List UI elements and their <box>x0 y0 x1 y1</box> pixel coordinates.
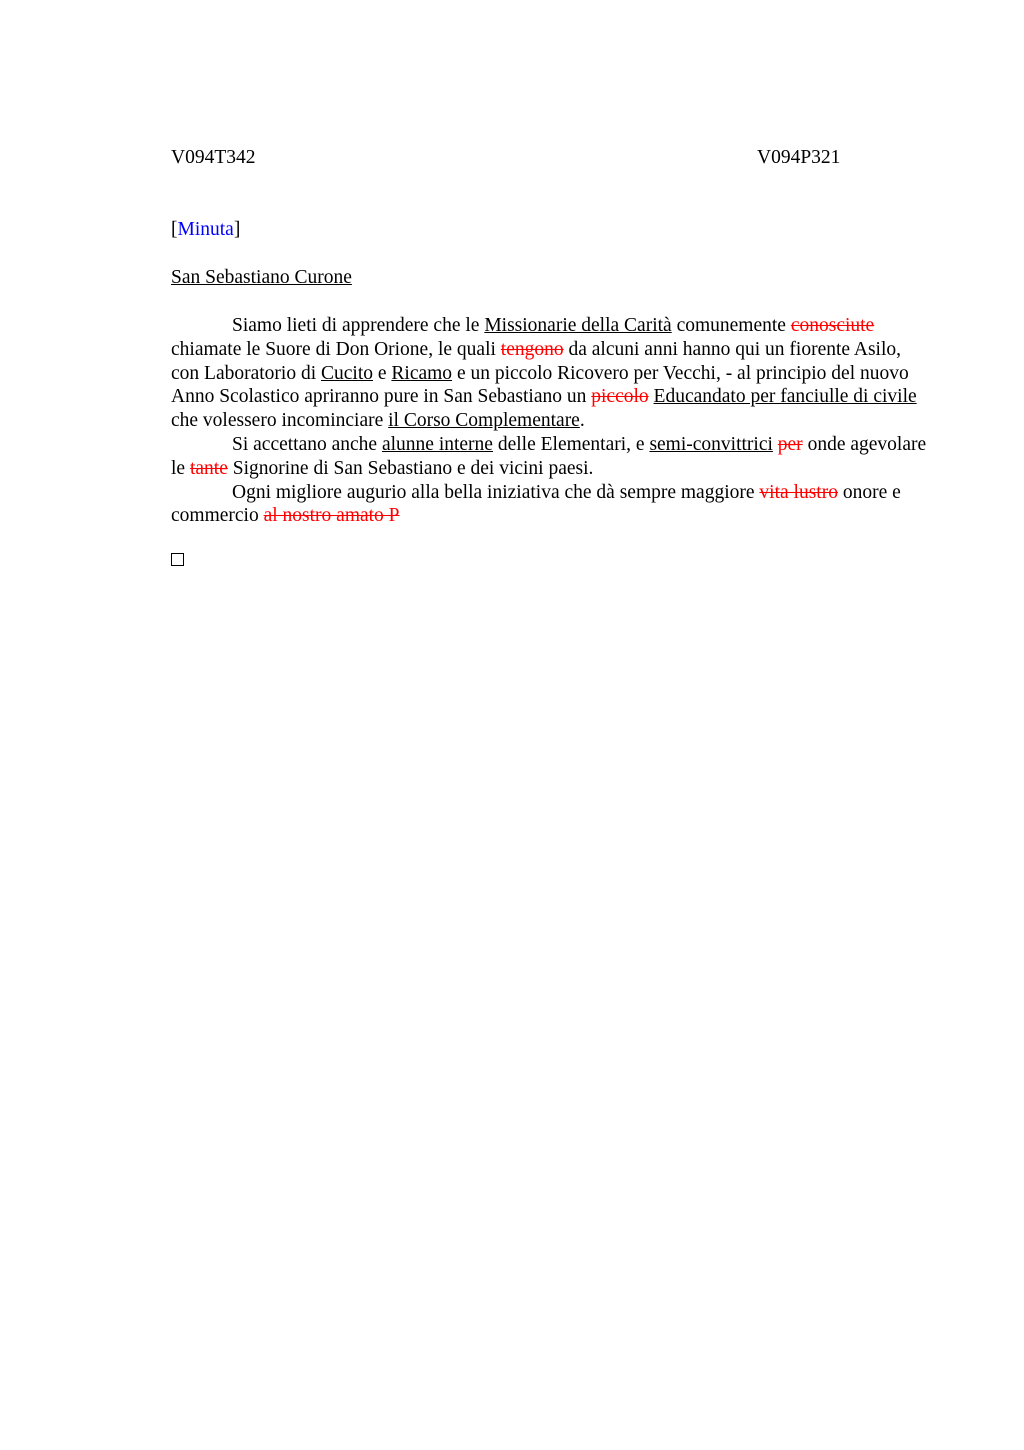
text-run: e <box>373 362 392 384</box>
underlined-text: Missionarie della Carità <box>484 315 672 336</box>
minuta-text: Minuta <box>177 219 234 240</box>
text-run: onore e commercio <box>171 481 901 527</box>
underlined-text: semi-convittrici <box>649 433 773 455</box>
document-code-left: V094T342 <box>171 147 256 168</box>
document-header <box>171 146 931 170</box>
text-run: che volessero incominciare <box>171 410 389 432</box>
deleted-text: al nostro amato P <box>263 505 400 527</box>
letter-body <box>171 314 931 528</box>
text-run: Si accettano anche <box>232 433 382 455</box>
deleted-text: vita lustro <box>759 481 838 503</box>
deleted-text: piccolo <box>591 386 649 408</box>
deleted-text: tengono <box>500 338 564 360</box>
text-run: . <box>579 410 585 432</box>
text-run: delle Elementari, e <box>492 433 650 455</box>
deleted-text: tante <box>189 457 228 479</box>
minuta-label <box>171 218 931 242</box>
deleted-text: conosciute <box>790 315 875 336</box>
text-run: Ogni migliore augurio alla bella iniziativa che dà sempre maggiore <box>232 481 760 503</box>
text-run: e un piccolo Ricovero per Vecchi, - al principio del nuovo Anno Scolastico apriranno pure in San Sebastiano un <box>171 362 909 408</box>
paragraph <box>171 433 931 481</box>
document-code-right: V094P321 <box>757 147 841 168</box>
minuta-open-bracket: [ <box>171 219 178 240</box>
text-run: Siamo lieti di apprendere che le <box>232 315 485 336</box>
minuta-close-bracket: ] <box>233 219 241 240</box>
underlined-text: alunne interne <box>381 433 493 455</box>
paragraph <box>171 481 931 529</box>
document-page <box>171 146 931 566</box>
text-run: da alcuni anni hanno qui un fiorente Asilo, con Laboratorio di <box>171 338 901 384</box>
checkbox-square-icon <box>171 553 184 566</box>
text-run: comunemente <box>671 315 791 336</box>
underlined-text: Ricamo <box>391 362 453 384</box>
deleted-text: per <box>777 433 803 455</box>
underlined-text: il Corso Complementare <box>388 410 580 432</box>
underlined-text: Educandato per fanciulle di civile <box>653 386 917 408</box>
text-run: chiamate le Suore di Don Orione, le quali <box>171 338 501 360</box>
place-heading: San Sebastiano Curone <box>171 267 352 288</box>
underlined-text: Cucito <box>321 362 373 384</box>
text-run: Signorine di San Sebastiano e dei vicini paesi. <box>227 457 594 479</box>
paragraph <box>171 314 931 433</box>
text-run: onde agevolare le <box>171 433 927 479</box>
